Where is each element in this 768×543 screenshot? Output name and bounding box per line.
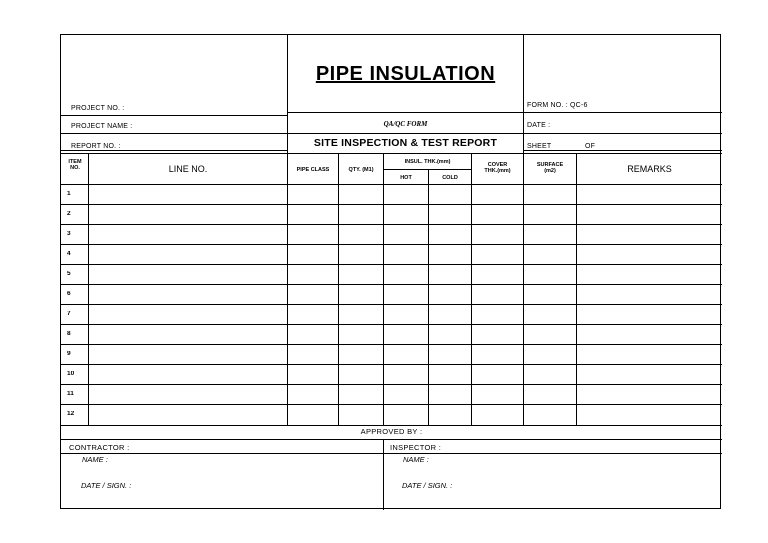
table-row	[61, 404, 722, 405]
divider	[61, 133, 722, 134]
divider	[383, 439, 384, 510]
col-cover-thk: COVER THK.(mm)	[484, 162, 511, 175]
form-type: QA/QC FORM	[383, 121, 428, 128]
table-row	[61, 284, 722, 285]
divider	[428, 169, 429, 425]
inspector-label: INSPECTOR :	[390, 444, 442, 452]
row-item-number: 3	[67, 231, 71, 237]
report-title: SITE INSPECTION & TEST REPORT	[313, 138, 498, 149]
col-pipe-class: PIPE CLASS	[296, 167, 330, 173]
table-row	[61, 384, 722, 385]
row-item-number: 4	[67, 251, 71, 257]
row-item-number: 5	[67, 271, 71, 277]
divider	[523, 150, 722, 151]
col-item-no: ITEM NO.	[68, 159, 82, 172]
col-remarks: REMARKS	[627, 165, 672, 174]
pipe-insulation-form	[60, 34, 721, 509]
col-insul-thk: INSUL. THK.(mm)	[404, 159, 451, 165]
row-item-number: 10	[67, 371, 75, 377]
row-item-number: 12	[67, 411, 75, 417]
col-hot: HOT	[400, 175, 412, 181]
divider	[523, 112, 722, 113]
inspector-name-label: NAME :	[403, 456, 429, 464]
date-label: DATE :	[527, 122, 551, 129]
divider	[61, 150, 287, 151]
divider	[383, 169, 471, 170]
divider	[61, 453, 722, 454]
contractor-date-sign-label: DATE / SIGN. :	[81, 482, 132, 490]
form-title: PIPE INSULATION	[315, 64, 496, 84]
table-row	[61, 204, 722, 205]
sheet-label: SHEET	[527, 143, 552, 150]
row-item-number: 11	[67, 391, 74, 397]
row-item-number: 8	[67, 331, 71, 337]
of-label: OF	[585, 143, 596, 150]
row-item-number: 1	[67, 191, 71, 197]
row-item-number: 2	[67, 211, 71, 217]
table-row	[61, 264, 722, 265]
divider	[61, 439, 722, 440]
form-no-label: FORM NO. : QC-6	[527, 102, 588, 109]
table-row	[61, 364, 722, 365]
table-row	[61, 324, 722, 325]
table-row	[61, 224, 722, 225]
report-no-label: REPORT NO. :	[71, 143, 121, 150]
contractor-label: CONTRACTOR :	[69, 444, 130, 452]
table-row	[61, 304, 722, 305]
divider	[61, 115, 287, 116]
table-bottom-border	[61, 425, 722, 426]
divider	[287, 112, 523, 113]
inspector-date-sign-label: DATE / SIGN. :	[402, 482, 453, 490]
table-row	[61, 344, 722, 345]
table-row	[61, 244, 722, 245]
row-item-number: 9	[67, 351, 71, 357]
col-cold: COLD	[442, 175, 458, 181]
contractor-name-label: NAME :	[82, 456, 108, 464]
approved-by-label: APPROVED BY :	[360, 428, 423, 436]
divider	[523, 35, 524, 168]
row-item-number: 6	[67, 291, 71, 297]
row-item-number: 7	[67, 311, 71, 317]
col-line-no: LINE NO.	[168, 165, 208, 174]
col-qty: QTY. (M1)	[348, 167, 374, 173]
project-no-label: PROJECT NO. :	[71, 105, 125, 112]
table-top-border	[61, 153, 722, 154]
col-surface: SURFACE (m2)	[536, 162, 564, 175]
header-bottom-border	[61, 184, 722, 185]
project-name-label: PROJECT NAME :	[71, 123, 133, 130]
